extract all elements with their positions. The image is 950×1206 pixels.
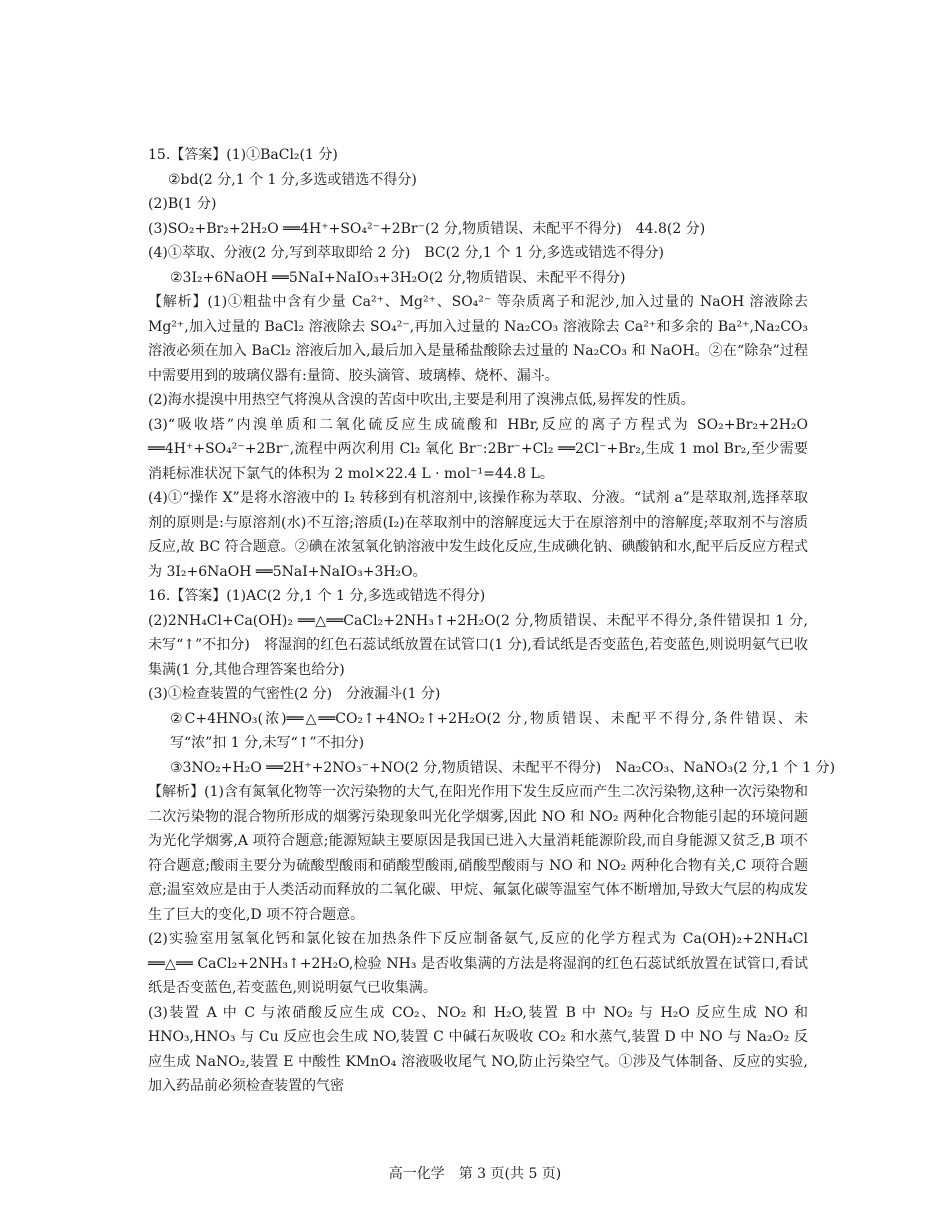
q15-analysis-1: 【解析】(1)①粗盐中含有少量 Ca²⁺、Mg²⁺、SO₄²⁻ 等杂质离子和泥沙,加入过量的 NaOH 溶液除去 Mg²⁺,加入过量的 BaCl₂ 溶液除去 SO₄²⁻,再加入过量的 Na₂CO₃ 溶液除去 Ca²⁺和多余的 Ba²⁺,Na₂CO₃ 溶液必须在加入 BaCl₂ 溶液后加入,最后加入是量稀盐酸除去过量的 Na₂CO₃ 和 NaOH。②在“除杂”过程中需要用到的玻璃仪器有:量筒、胶头滴管、玻璃棒、烧杯、漏斗。 <box>148 294 808 384</box>
q15-answer-line-1: 15.【答案】(1)①BaCl₂(1 分) <box>148 147 338 163</box>
q15-answer-line-4: (3)SO₂+Br₂+2H₂O ══4H⁺+SO₄²⁻+2Br⁻(2 分,物质错误、未配平不得分) 44.8(2 分) <box>148 220 706 237</box>
q16-answer-2: (2)2NH₄Cl+Ca(OH)₂ ══△══CaCl₂+2NH₃↑+2H₂O(2 分,物质错误、未配平不得分,条件错误扣 1 分,未写“↑”不扣分) 将湿润的红色石蕊试纸放置在试管口(1 分),看试纸是否变蓝色,若变蓝色,则说明氨气已收集满(1 分,其他合理答案也给分) <box>148 612 808 678</box>
q15-answer-line-6: ②3I₂+6NaOH ══5NaI+NaIO₃+3H₂O(2 分,物质错误、未配平不得分) <box>170 269 626 286</box>
q15-answer-line-5: (4)①萃取、分液(2 分,写到萃取即给 2 分) BC(2 分,1 个 1 分,多选或错选不得分) <box>148 245 664 261</box>
q16-answer-3a: (3)①检查装置的气密性(2 分) 分液漏斗(1 分) <box>148 686 441 702</box>
q16-answer-head: 16.【答案】(1)AC(2 分,1 个 1 分,多选或错选不得分) <box>148 588 486 604</box>
q15-analysis-2: (2)海水提溴中用热空气将溴从含溴的苦卤中吹出,主要是利用了溴沸点低,易挥发的性质。 <box>148 392 695 408</box>
q16-analysis-2: (2)实验室用氢氧化钙和氯化铵在加热条件下反应制备氨气,反应的化学方程式为 Ca(OH)₂+2NH₄Cl ══△══ CaCl₂+2NH₃↑+2H₂O,检验 NH₃ 是否收集满的方法是将湿润的红色石蕊试纸放置在试管口,看试纸是否变蓝色,若变蓝色,则说明氨气已收集满。 <box>148 931 808 996</box>
page-content <box>148 143 836 1099</box>
q16-answer-3b: ②C+4HNO₃(浓)══△══CO₂↑+4NO₂↑+2H₂O(2 分,物质错误、未配平不得分,条件错误、未写“浓”扣 1 分,未写“↑”不扣分) <box>170 710 808 751</box>
q15-analysis-4: (4)①“操作 X”是将水溶液中的 I₂ 转移到有机溶剂中,该操作称为萃取、分液。“试剂 a”是萃取剂,选择萃取剂的原则是:与原溶剂(水)不互溶;溶质(I₂)在萃取剂中的溶解度远大于在原溶剂中的溶解度;萃取剂不与溶质反应,故 BC 符合题意。②碘在浓氢氧化钠溶液中发生歧化反应,生成碘化钠、碘酸钠和水,配平后反应方程式为 3I₂+6NaOH ══5NaI+NaIO₃+3H₂O。 <box>148 490 808 580</box>
page-footer: 高一化学 第 3 页(共 5 页) <box>388 1166 562 1182</box>
q16-answer-3c: ③3NO₂+H₂O ══2H⁺+2NO₃⁻+NO(2 分,物质错误、未配平不得分) Na₂CO₃、NaNO₃(2 分,1 个 1 分) <box>170 759 836 776</box>
q16-analysis-1: 【解析】(1)含有氮氧化物等一次污染物的大气,在阳光作用下发生反应而产生二次污染物,这种一次污染物和二次污染物的混合物所形成的烟雾污染现象叫光化学烟雾,因此 NO 和 NO₂ 两种化合物能引起的环境问题为光化学烟雾,A 项符合题意;能源短缺主要原因是我国已进入大量消耗能源阶段,而自身能源又贫乏,B 项不符合题意;酸雨主要分为硫酸型酸雨和硝酸型酸雨,硝酸型酸雨与 NO 和 NO₂ 两种化合物有关,C 项符合题意;温室效应是由于人类活动而释放的二氧化碳、甲烷、氟氯化碳等温室气体不断增加,导致大气层的构成发生了巨大的变化,D 项不符合题意。 <box>148 784 808 923</box>
q15-answer-line-3: (2)B(1 分) <box>148 196 217 212</box>
q15-analysis-3: (3)“吸收塔”内溴单质和二氧化硫反应生成硫酸和 HBr,反应的离子方程式为 SO₂+Br₂+2H₂O ══4H⁺+SO₄²⁻+2Br⁻,流程中两次利用 Cl₂ 氧化 Br⁻:2Br⁻+Cl₂ ══2Cl⁻+Br₂,生成 1 mol Br₂,至少需要消耗标准状况下氯气的体积为 2 mol×22.4 L · mol⁻¹=44.8 L。 <box>148 416 808 482</box>
q16-analysis-3: (3)装置 A 中 C 与浓硝酸反应生成 CO₂、NO₂ 和 H₂O,装置 B 中 NO₂ 与 H₂O 反应生成 NO 和 HNO₃,HNO₃ 与 Cu 反应也会生成 NO,装置 C 中碱石灰吸收 CO₂ 和水蒸气,装置 D 中 NO 与 Na₂O₂ 反应生成 NaNO₂,装置 E 中酸性 KMnO₄ 溶液吸收尾气 NO,防止污染空气。①涉及气体制备、反应的实验,加入药品前必须检查装置的气密 <box>148 1004 808 1094</box>
q15-answer-line-2: ②bd(2 分,1 个 1 分,多选或错选不得分) <box>168 171 417 188</box>
